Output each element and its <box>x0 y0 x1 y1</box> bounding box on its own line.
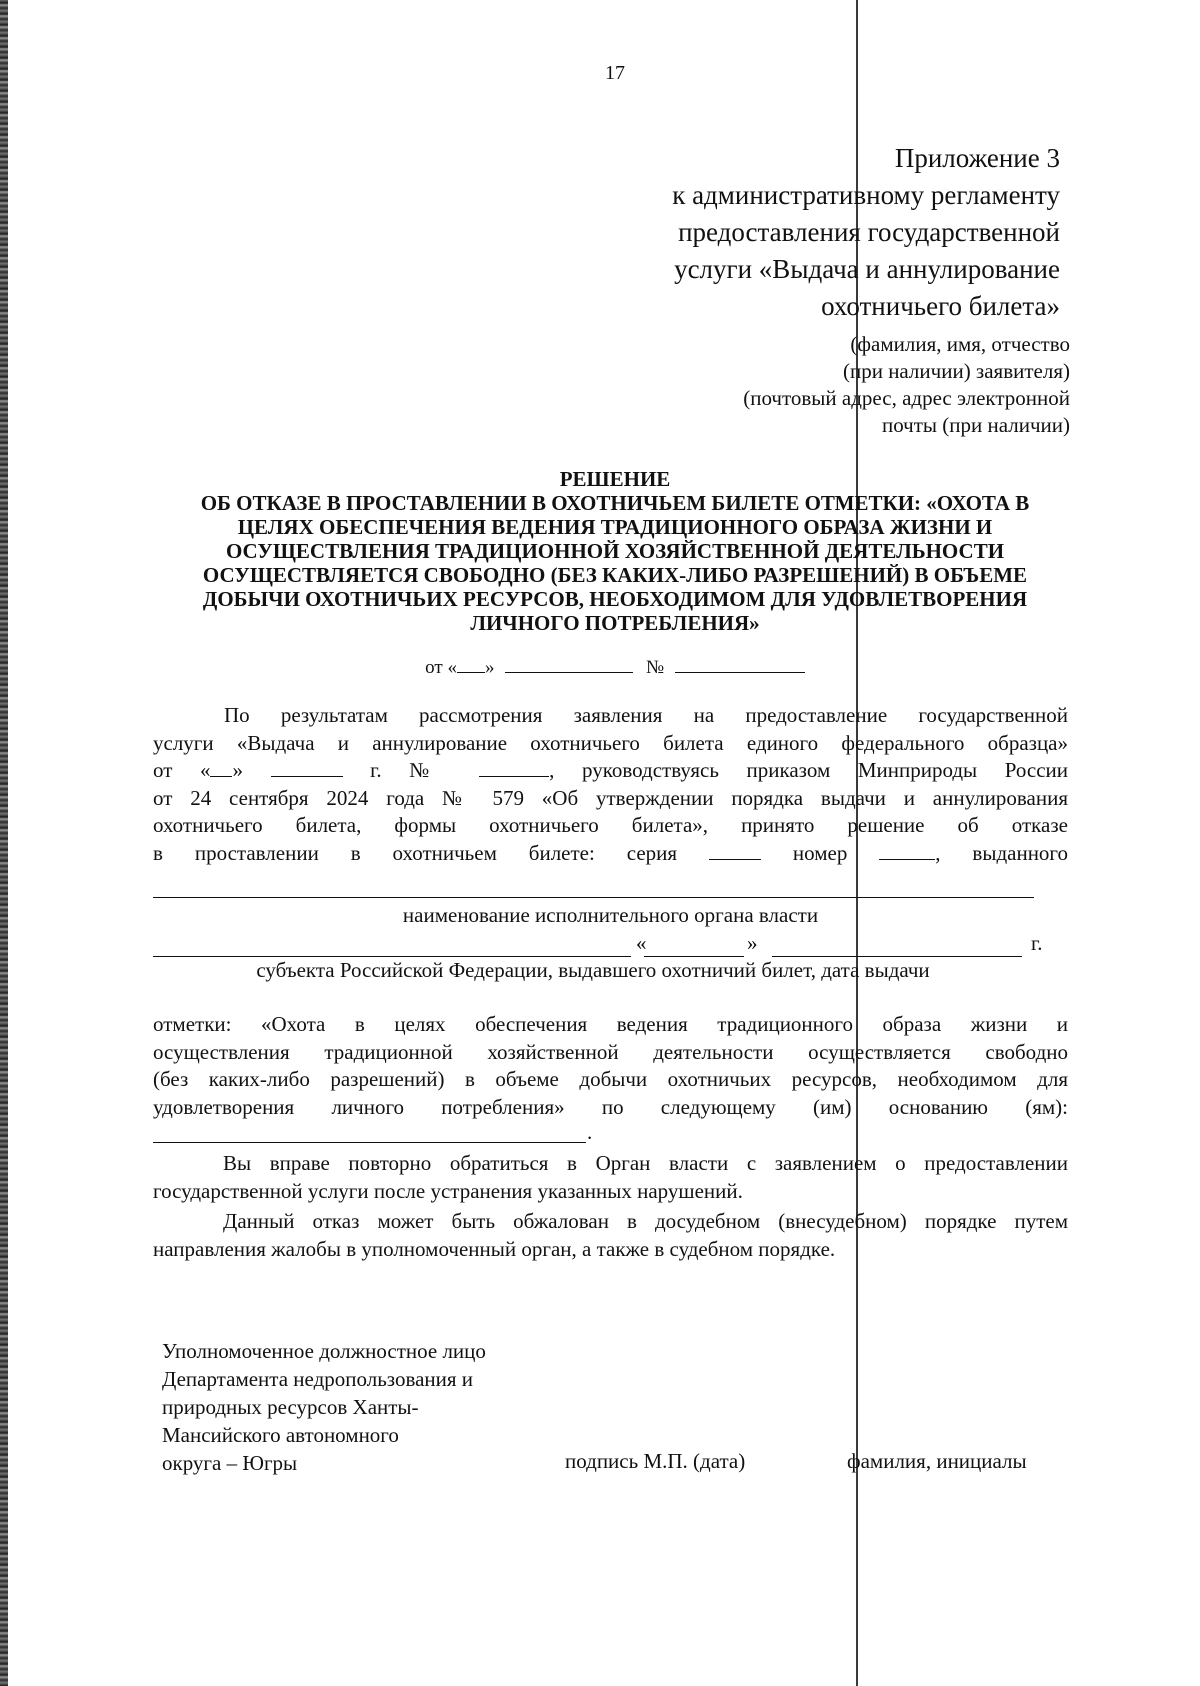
paragraph-appeal <box>153 1208 1068 1263</box>
text-fragment: » <box>232 758 243 783</box>
text-fragment: , руководствуясь приказом Минприроды России <box>549 758 1069 783</box>
text-line: удовлетворения личного потребления» по следующему (им) основанию (ям): <box>153 1094 1068 1119</box>
official-line: природных ресурсов Ханты- <box>162 1395 419 1419</box>
text-line: (без каких-либо разрешений) в объеме добычи охотничьих ресурсов, необходимом для <box>153 1067 1068 1092</box>
decision-title-line: РЕШЕНИЕ <box>559 467 671 491</box>
text-line-blanks <box>153 757 1068 785</box>
paragraph-mark <box>153 1011 1068 1121</box>
text-line: Данный отказ может быть обжалован в досудебном (внесудебном) порядке путем <box>223 1209 1068 1233</box>
authority-name-line <box>153 897 1034 898</box>
authority-caption: наименование исполнительного органа власти <box>402 903 819 927</box>
official-line: Мансийского автономного <box>162 1423 399 1447</box>
number-blank <box>675 654 805 673</box>
official-block <box>162 1337 486 1477</box>
signature-label: подпись М.П. (дата) <box>565 1449 746 1473</box>
text-fragment: в проставлении в охотничьем билете: серия <box>153 840 678 865</box>
text-line-blanks <box>153 840 1068 868</box>
text-line: осуществления традиционной хозяйственной деятельности осуществляется свободно <box>153 1039 1068 1064</box>
day-blank <box>457 654 485 673</box>
month-blank <box>271 758 343 777</box>
applicant-line: почты (при наличии) <box>881 413 1070 437</box>
appendix-header <box>672 140 1060 325</box>
appendix-line: Приложение 3 <box>894 143 1060 173</box>
date-quote-close: » <box>484 657 495 678</box>
text-line: По результатам рассмотрения заявления на предоставление государственной <box>224 703 1068 727</box>
decision-title-line: ЦЕЛЯХ ОБЕСПЕЧЕНИЯ ВЕДЕНИЯ ТРАДИЦИОННОГО ОБРАЗА ЖИЗНИ И <box>237 515 993 539</box>
paragraph-reapply <box>153 1150 1068 1205</box>
text-fragment: , выданного <box>935 840 1069 865</box>
text-line: охотничьего билета, формы охотничьего билета», принято решение об отказе <box>153 813 1068 838</box>
year-label: г. <box>1031 931 1043 955</box>
appendix-line: предоставления государственной <box>678 217 1060 247</box>
decision-title-line: ОСУЩЕСТВЛЯЕТСЯ СВОБОДНО (БЕЗ КАКИХ-ЛИБО РАЗРЕШЕНИЙ) В ОБЪЕМЕ <box>202 563 1028 587</box>
grounds-line <box>153 1142 586 1143</box>
text-line: направления жалобы в уполномоченный орган, а также в судебном порядке. <box>153 1236 836 1261</box>
appendix-line: услуги «Выдача и аннулирование <box>674 254 1060 284</box>
decision-title-line: ОСУЩЕСТВЛЕНИЯ ТРАДИЦИОННОЙ ХОЗЯЙСТВЕННОЙ ДЕЯТЕЛЬНОСТИ <box>225 539 1005 563</box>
paragraph-application <box>153 702 1068 868</box>
subject-name-line <box>153 956 631 957</box>
series-blank <box>709 841 761 860</box>
decision-date-line <box>150 654 1080 679</box>
text-fragment: г. № <box>370 758 452 783</box>
official-line: округа – Югры <box>162 1451 298 1475</box>
applicant-line: (почтовый адрес, адрес электронной <box>743 386 1070 410</box>
page-number: 17 <box>605 62 625 84</box>
official-line: Департамента недропользования и <box>162 1367 474 1391</box>
subject-caption: субъекта Российской Федерации, выдавшего охотничий билет, дата выдачи <box>256 958 930 982</box>
text-fragment: номер <box>792 840 848 865</box>
applicant-line: (фамилия, имя, отчество <box>850 332 1070 356</box>
applicant-line: (при наличии) заявителя) <box>842 359 1070 383</box>
quote-close: » <box>747 931 758 955</box>
number-blank <box>479 758 549 777</box>
date-prefix: от « <box>425 657 457 678</box>
issue-day-line <box>644 956 744 957</box>
applicant-block <box>743 331 1070 439</box>
number-sign: № <box>645 657 665 678</box>
text-line: услуги «Выдача и аннулирование охотничьего билета единого федерального образца» <box>153 730 1068 755</box>
text-fragment: от « <box>153 758 211 783</box>
decision-title <box>150 467 1080 635</box>
name-initials-label: фамилия, инициалы <box>847 1449 1027 1473</box>
text-line: отметки: «Охота в целях обеспечения ведения традиционного образа жизни и <box>153 1012 1068 1036</box>
decision-title-line: ОБ ОТКАЗЕ В ПРОСТАВЛЕНИИ В ОХОТНИЧЬЕМ БИЛЕТЕ ОТМЕТКИ: «ОХОТА В <box>200 491 1030 515</box>
scan-edge-shadow <box>0 0 8 1686</box>
quote-open: « <box>636 931 647 955</box>
text-line: государственной услуги после устранения указанных нарушений. <box>153 1178 743 1203</box>
appendix-line: охотничьего билета» <box>821 291 1060 321</box>
issue-date-line <box>772 956 1022 957</box>
appendix-line: к административному регламенту <box>672 180 1060 210</box>
grounds-period: . <box>587 1120 593 1144</box>
text-line: Вы вправе повторно обратиться в Орган власти с заявлением о предоставлении <box>223 1151 1068 1175</box>
date-issue-row <box>153 931 1068 961</box>
text-line: от 24 сентября 2024 года № 579 «Об утверждении порядка выдачи и аннулирования <box>153 785 1068 810</box>
official-line: Уполномоченное должностное лицо <box>162 1339 486 1363</box>
decision-title-line: ДОБЫЧИ ОХОТНИЧЬИХ РЕСУРСОВ, НЕОБХОДИМОМ ДЛЯ УДОВЛЕТВОРЕНИЯ <box>202 587 1028 611</box>
day-blank <box>210 758 232 777</box>
ticket-number-blank <box>879 841 935 860</box>
month-blank <box>505 654 633 673</box>
decision-title-line: ЛИЧНОГО ПОТРЕБЛЕНИЯ» <box>470 611 760 635</box>
